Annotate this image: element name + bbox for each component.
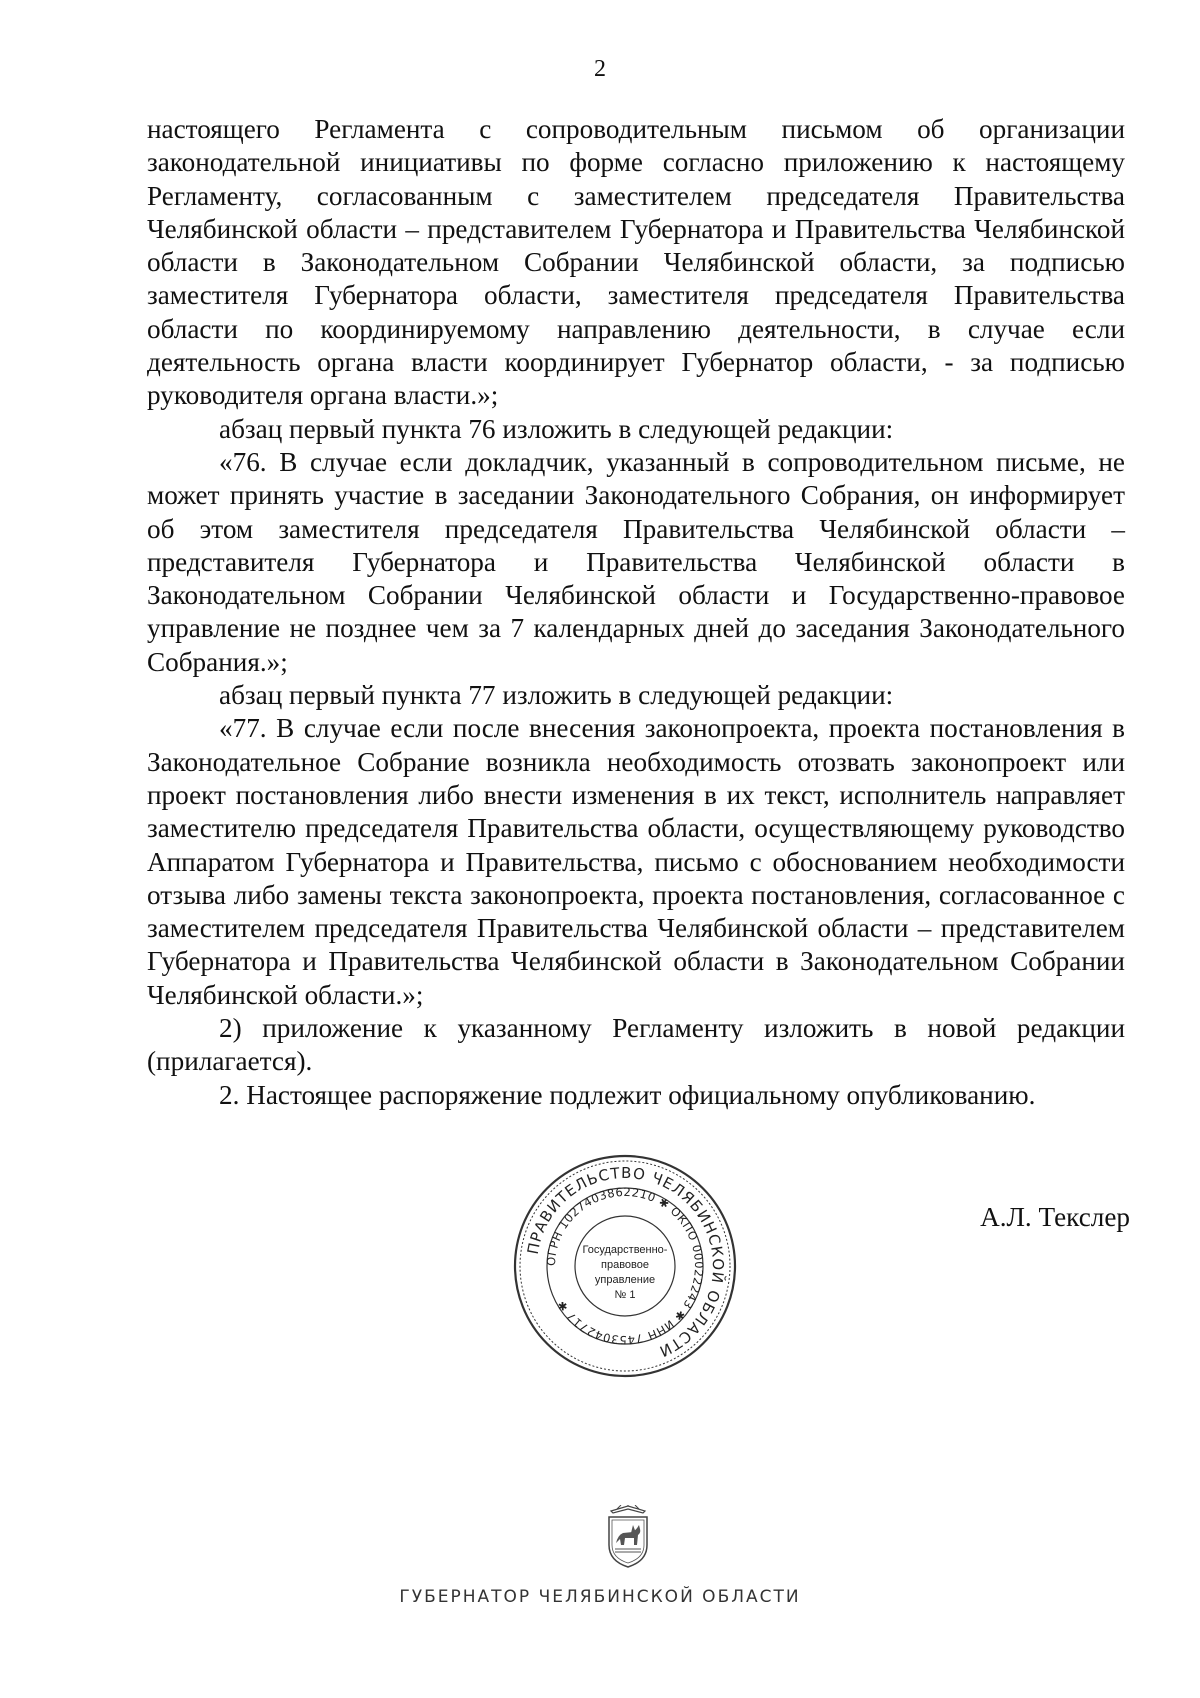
paragraph: «77. В случае если после внесения законопроекта, проекта постановления в Законодательное Собрание возникла необходимость отозвать законопроект или проект постановления либо внести изменения в их текст, исполнитель направляет заместителю председателя Правительства области, осуществляющему руководство Аппаратом Губернатора и Правительства, письмо с обоснованием необходимости отзыва либо замены текста законопроекта, проекта постановления, согласованное с заместителем председателя Правительства Челябинской области – представителем Губернатора и Правительства Челябинской области в Законодательном Собрании Челябинской области.»; xyxy=(147,713,1125,1010)
paragraph: настоящего Регламента с сопроводительным письмом об организации законодательной инициативы по форме согласно приложению к настоящему Регламенту, согласованным с заместителем председателя Правительства Челябинской области – представителем Губернатора и Правительства Челябинской области в Законодательном Собрании Челябинской области, за подписью заместителя Губернатора области, заместителя председателя Правительства области по координируемому направлению деятельности, в случае если деятельность органа власти координирует Губернатор области, - за подписью руководителя органа власти.»; xyxy=(147,114,1125,411)
chelyabinsk-coat-of-arms-icon xyxy=(603,1505,653,1569)
paragraph: абзац первый пункта 77 изложить в следующей редакции: xyxy=(219,680,894,711)
paragraph: 2) приложение к указанному Регламенту изложить в новой редакции (прилагается). xyxy=(147,1013,1125,1077)
page-number: 2 xyxy=(594,56,606,82)
document-body xyxy=(147,113,1125,1112)
paragraph: абзац первый пункта 76 изложить в следующей редакции: xyxy=(219,413,894,444)
official-stamp xyxy=(510,1151,740,1381)
stamp-inner-ring-text: ОГРН 1027403862210 ✱ ОКПО 00022243 ✱ ИНН 7453042717 ✱ xyxy=(543,1184,707,1348)
paragraph: 2. Настоящее распоряжение подлежит официальному опубликованию. xyxy=(219,1079,1036,1110)
signature-name: А.Л. Текслер xyxy=(980,1202,1130,1232)
stamp-center-line: № 1 xyxy=(614,1289,636,1301)
footer-title: ГУБЕРНАТОР ЧЕЛЯБИНСКОЙ ОБЛАСТИ xyxy=(399,1587,801,1607)
stamp-center-line: Государственно- xyxy=(582,1244,668,1256)
stamp-center-line: правовое xyxy=(601,1259,649,1271)
stamp-center-line: управление xyxy=(594,1274,656,1286)
paragraph: «76. В случае если докладчик, указанный в сопроводительном письме, не может принять участие в заседании Законодательного Собрания, он информирует об этом заместителя председателя Правительства Челябинской области – представителя Губернатора и Правительства Челябинской области в Законодательном Собрании Челябинской области и Государственно-правовое управление не позднее чем за 7 календарных дней до заседания Законодательного Собрания.»; xyxy=(147,446,1125,677)
stamp-outer-ring-text: ПРАВИТЕЛЬСТВО ЧЕЛЯБИНСКОЙ ОБЛАСТИ xyxy=(523,1163,728,1361)
